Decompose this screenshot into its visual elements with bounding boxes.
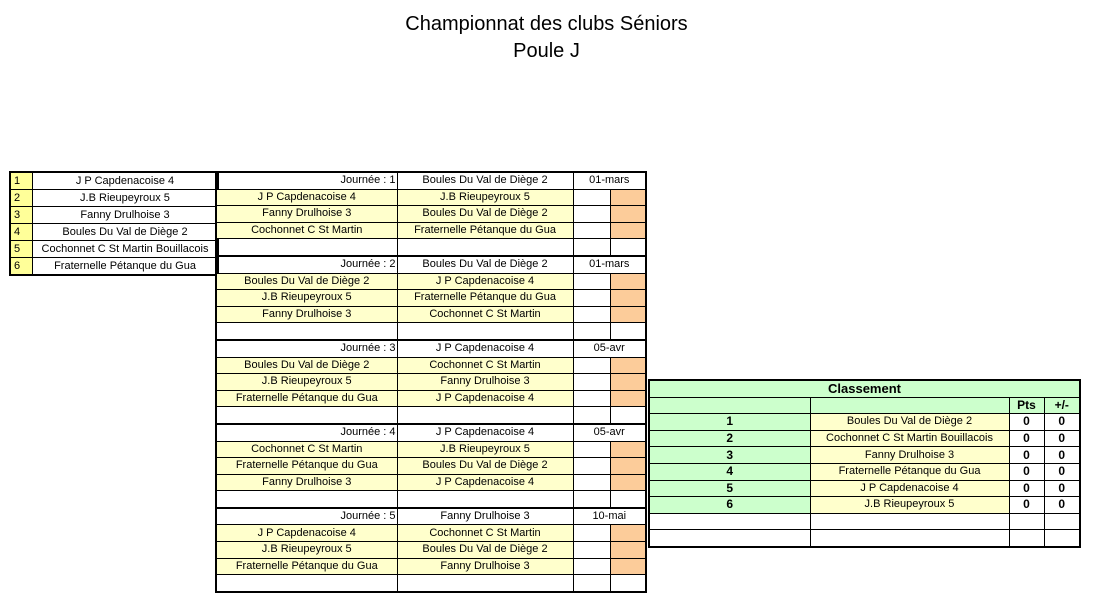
empty-cell[interactable] — [610, 491, 646, 508]
round-label: Journée : 5 — [216, 508, 397, 525]
round-date[interactable]: 10-mai — [573, 508, 646, 525]
match-home[interactable]: Cochonnet C St Martin — [216, 222, 397, 239]
round-label: Journée : 4 — [216, 424, 397, 441]
diff: 0 — [1044, 480, 1080, 497]
empty-cell[interactable] — [216, 239, 397, 256]
empty-cell[interactable] — [649, 513, 810, 530]
diff: 0 — [1044, 497, 1080, 514]
score-home-cell[interactable] — [573, 306, 610, 323]
empty-cell[interactable] — [216, 407, 397, 424]
match-row — [216, 441, 646, 458]
score-away-cell[interactable] — [610, 542, 646, 559]
rank: 4 — [649, 463, 810, 480]
pts: 0 — [1009, 447, 1044, 464]
empty-row — [216, 323, 646, 340]
empty-cell[interactable] — [397, 575, 573, 592]
match-away[interactable]: J.B Rieupeyroux 5 — [397, 441, 573, 458]
round-host[interactable]: Boules Du Val de Diège 2 — [397, 256, 573, 273]
match-row — [216, 222, 646, 239]
round-header — [216, 508, 646, 525]
match-away[interactable]: Boules Du Val de Diège 2 — [397, 458, 573, 475]
score-away-cell[interactable] — [610, 222, 646, 239]
classement-title-row — [649, 380, 1080, 397]
empty-cell[interactable] — [1009, 530, 1044, 547]
match-away[interactable]: Fanny Drulhoise 3 — [397, 558, 573, 575]
team[interactable]: Fraternelle Pétanque du Gua — [810, 463, 1009, 480]
pts: 0 — [1009, 430, 1044, 447]
classement-row — [649, 414, 1080, 431]
score-home-cell[interactable] — [573, 542, 610, 559]
empty-row — [649, 530, 1080, 547]
score-away-cell[interactable] — [610, 290, 646, 307]
team-number: 6 — [10, 258, 33, 276]
match-row — [216, 525, 646, 542]
rank: 2 — [649, 430, 810, 447]
score-home-cell[interactable] — [573, 206, 610, 223]
match-home[interactable]: Fraternelle Pétanque du Gua — [216, 458, 397, 475]
match-away[interactable]: Fanny Drulhoise 3 — [397, 374, 573, 391]
team-name[interactable]: Fanny Drulhoise 3 — [33, 207, 219, 224]
team[interactable]: J.B Rieupeyroux 5 — [810, 497, 1009, 514]
match-row — [216, 558, 646, 575]
score-away-cell[interactable] — [610, 558, 646, 575]
match-home[interactable]: Fraternelle Pétanque du Gua — [216, 390, 397, 407]
score-away-cell[interactable] — [610, 525, 646, 542]
round-date[interactable]: 01-mars — [573, 256, 646, 273]
empty-cell[interactable] — [610, 239, 646, 256]
score-away-cell[interactable] — [610, 357, 646, 374]
score-home-cell[interactable] — [573, 273, 610, 290]
score-home-cell[interactable] — [573, 441, 610, 458]
team-name[interactable]: Fraternelle Pétanque du Gua — [33, 258, 219, 276]
team[interactable]: J P Capdenacoise 4 — [810, 480, 1009, 497]
classement-row — [649, 430, 1080, 447]
diff: 0 — [1044, 463, 1080, 480]
empty-row — [216, 575, 646, 592]
empty-cell[interactable] — [573, 239, 610, 256]
round-date[interactable]: 05-avr — [573, 340, 646, 357]
round-date[interactable]: 05-avr — [573, 424, 646, 441]
empty-row — [216, 407, 646, 424]
round-header — [216, 172, 646, 189]
score-away-cell[interactable] — [610, 189, 646, 206]
schedule-table — [215, 171, 647, 593]
match-home[interactable]: Fanny Drulhoise 3 — [216, 206, 397, 223]
team-number: 3 — [10, 207, 33, 224]
classement-header-row — [649, 397, 1080, 414]
team-row — [10, 190, 218, 207]
score-away-cell[interactable] — [610, 374, 646, 391]
match-away[interactable]: J.B Rieupeyroux 5 — [397, 189, 573, 206]
match-row — [216, 306, 646, 323]
match-home[interactable]: Boules Du Val de Diège 2 — [216, 357, 397, 374]
header-rank — [649, 397, 810, 414]
rank: 3 — [649, 447, 810, 464]
classement-table — [648, 379, 1081, 548]
header-diff: +/- — [1044, 397, 1080, 414]
page-subtitle: Poule J — [513, 40, 580, 62]
score-away-cell[interactable] — [610, 206, 646, 223]
team[interactable]: Cochonnet C St Martin Bouillacois — [810, 430, 1009, 447]
match-home[interactable]: J.B Rieupeyroux 5 — [216, 290, 397, 307]
score-away-cell[interactable] — [610, 306, 646, 323]
score-home-cell[interactable] — [573, 222, 610, 239]
team-number: 1 — [10, 172, 33, 190]
rank: 6 — [649, 497, 810, 514]
match-away[interactable]: Cochonnet C St Martin — [397, 525, 573, 542]
round-host[interactable]: J P Capdenacoise 4 — [397, 340, 573, 357]
empty-row — [216, 491, 646, 508]
round-host[interactable]: Boules Du Val de Diège 2 — [397, 172, 573, 189]
empty-cell[interactable] — [810, 513, 1009, 530]
score-home-cell[interactable] — [573, 558, 610, 575]
teams-table — [9, 171, 219, 276]
empty-cell[interactable] — [610, 575, 646, 592]
pts: 0 — [1009, 463, 1044, 480]
score-home-cell[interactable] — [573, 458, 610, 475]
match-row — [216, 189, 646, 206]
match-row — [216, 542, 646, 559]
team-name[interactable]: Cochonnet C St Martin Bouillacois — [33, 241, 219, 258]
match-row — [216, 357, 646, 374]
match-row — [216, 390, 646, 407]
empty-cell[interactable] — [216, 575, 397, 592]
match-home[interactable]: J.B Rieupeyroux 5 — [216, 374, 397, 391]
empty-cell[interactable] — [610, 323, 646, 340]
empty-cell[interactable] — [573, 323, 610, 340]
score-home-cell[interactable] — [573, 357, 610, 374]
team-number: 4 — [10, 224, 33, 241]
empty-cell[interactable] — [573, 407, 610, 424]
classement-row — [649, 447, 1080, 464]
score-away-cell[interactable] — [610, 474, 646, 491]
empty-row — [649, 513, 1080, 530]
page-title: Championnat des clubs Séniors — [405, 13, 688, 35]
pts: 0 — [1009, 480, 1044, 497]
match-away[interactable]: Cochonnet C St Martin — [397, 306, 573, 323]
empty-cell[interactable] — [216, 323, 397, 340]
diff: 0 — [1044, 414, 1080, 431]
round-header — [216, 424, 646, 441]
empty-cell[interactable] — [573, 491, 610, 508]
rank: 5 — [649, 480, 810, 497]
empty-cell[interactable] — [1044, 530, 1080, 547]
team-name[interactable]: Boules Du Val de Diège 2 — [33, 224, 219, 241]
empty-cell[interactable] — [610, 407, 646, 424]
team-row — [10, 241, 218, 258]
round-host[interactable]: Fanny Drulhoise 3 — [397, 508, 573, 525]
match-home[interactable]: J.B Rieupeyroux 5 — [216, 542, 397, 559]
match-row — [216, 458, 646, 475]
team-row — [10, 258, 218, 276]
empty-cell[interactable] — [573, 575, 610, 592]
match-row — [216, 474, 646, 491]
rank: 1 — [649, 414, 810, 431]
team-number: 5 — [10, 241, 33, 258]
score-home-cell[interactable] — [573, 474, 610, 491]
match-away[interactable]: Fraternelle Pétanque du Gua — [397, 222, 573, 239]
round-date[interactable]: 01-mars — [573, 172, 646, 189]
match-home[interactable]: Fanny Drulhoise 3 — [216, 474, 397, 491]
header-team — [810, 397, 1009, 414]
match-away[interactable]: J P Capdenacoise 4 — [397, 273, 573, 290]
score-away-cell[interactable] — [610, 390, 646, 407]
empty-cell[interactable] — [397, 323, 573, 340]
classement-row — [649, 480, 1080, 497]
score-away-cell[interactable] — [610, 273, 646, 290]
score-home-cell[interactable] — [573, 390, 610, 407]
round-header — [216, 340, 646, 357]
score-home-cell[interactable] — [573, 374, 610, 391]
team-row — [10, 172, 218, 190]
empty-cell[interactable] — [397, 407, 573, 424]
match-away[interactable]: Boules Du Val de Diège 2 — [397, 542, 573, 559]
score-home-cell[interactable] — [573, 525, 610, 542]
empty-cell[interactable] — [649, 530, 810, 547]
diff: 0 — [1044, 447, 1080, 464]
match-row — [216, 206, 646, 223]
match-away[interactable]: J P Capdenacoise 4 — [397, 390, 573, 407]
match-home[interactable]: Cochonnet C St Martin — [216, 441, 397, 458]
pts: 0 — [1009, 497, 1044, 514]
score-home-cell[interactable] — [573, 189, 610, 206]
empty-cell[interactable] — [1044, 513, 1080, 530]
classement-row — [649, 497, 1080, 514]
match-away[interactable]: Fraternelle Pétanque du Gua — [397, 290, 573, 307]
header-pts: Pts — [1009, 397, 1044, 414]
diff: 0 — [1044, 430, 1080, 447]
match-away[interactable]: Boules Du Val de Diège 2 — [397, 206, 573, 223]
match-home[interactable]: J P Capdenacoise 4 — [216, 189, 397, 206]
match-home[interactable]: J P Capdenacoise 4 — [216, 525, 397, 542]
empty-cell[interactable] — [216, 491, 397, 508]
team[interactable]: Boules Du Val de Diège 2 — [810, 414, 1009, 431]
round-label: Journée : 3 — [216, 340, 397, 357]
round-header — [216, 256, 646, 273]
empty-cell[interactable] — [810, 530, 1009, 547]
team-number: 2 — [10, 190, 33, 207]
match-away[interactable]: Cochonnet C St Martin — [397, 357, 573, 374]
classement-title: Classement — [649, 380, 1080, 397]
match-row — [216, 374, 646, 391]
empty-cell[interactable] — [1009, 513, 1044, 530]
score-home-cell[interactable] — [573, 290, 610, 307]
team-name[interactable]: J.B Rieupeyroux 5 — [33, 190, 219, 207]
round-label: Journée : 1 — [216, 172, 397, 189]
match-away[interactable]: J P Capdenacoise 4 — [397, 474, 573, 491]
team-name[interactable]: J P Capdenacoise 4 — [33, 172, 219, 190]
empty-cell[interactable] — [397, 239, 573, 256]
round-label: Journée : 2 — [216, 256, 397, 273]
round-host[interactable]: J P Capdenacoise 4 — [397, 424, 573, 441]
classement-row — [649, 463, 1080, 480]
pts: 0 — [1009, 414, 1044, 431]
match-home[interactable]: Fraternelle Pétanque du Gua — [216, 558, 397, 575]
score-away-cell[interactable] — [610, 458, 646, 475]
match-row — [216, 290, 646, 307]
empty-cell[interactable] — [397, 491, 573, 508]
team-row — [10, 224, 218, 241]
match-row — [216, 273, 646, 290]
team[interactable]: Fanny Drulhoise 3 — [810, 447, 1009, 464]
empty-row — [216, 239, 646, 256]
match-home[interactable]: Fanny Drulhoise 3 — [216, 306, 397, 323]
team-row — [10, 207, 218, 224]
score-away-cell[interactable] — [610, 441, 646, 458]
match-home[interactable]: Boules Du Val de Diège 2 — [216, 273, 397, 290]
